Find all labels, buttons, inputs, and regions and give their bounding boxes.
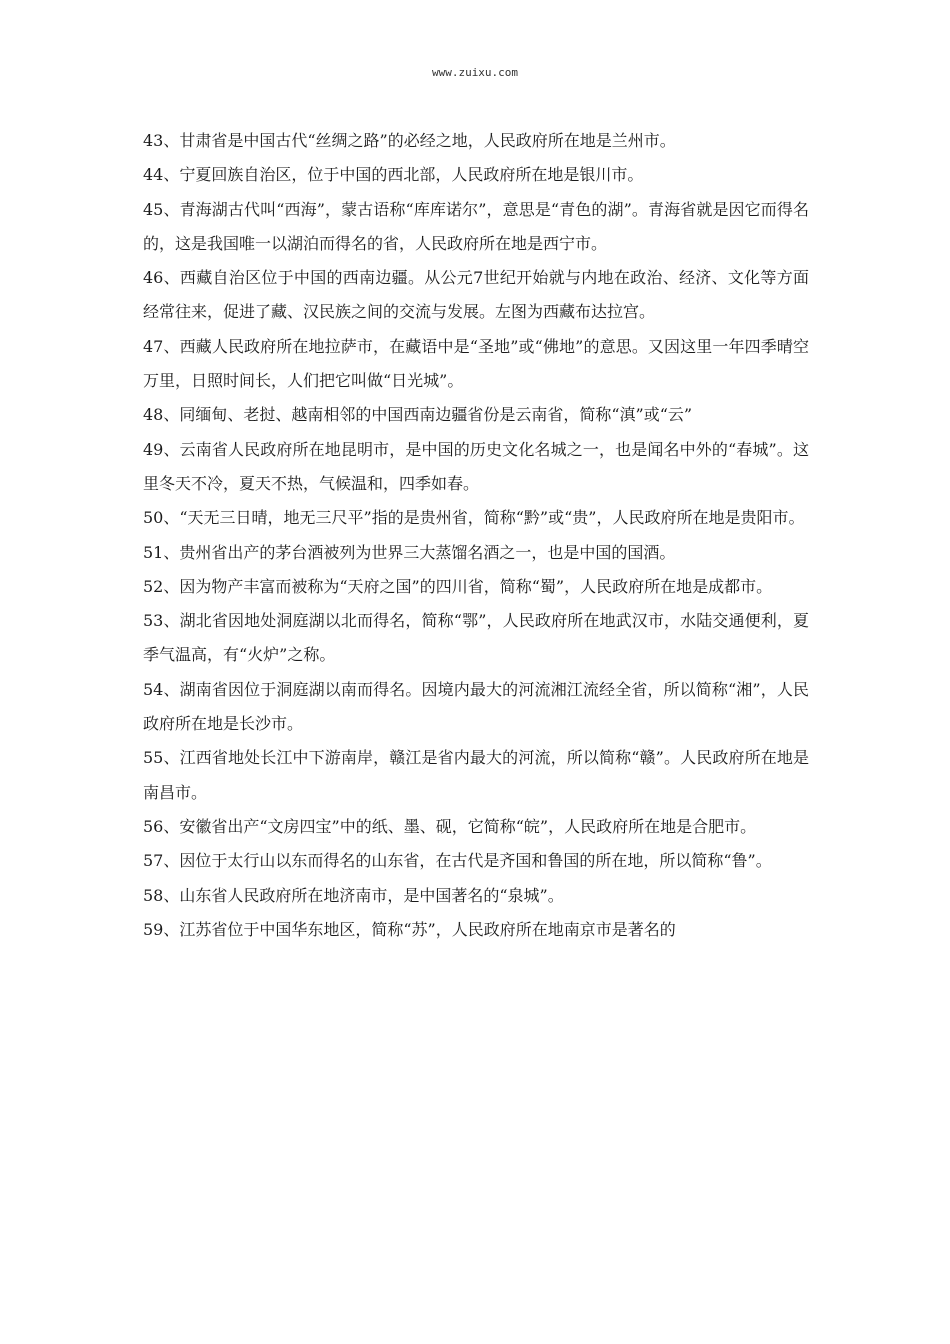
paragraph-48: 48、同缅甸、老挝、越南相邻的中国西南边疆省份是云南省，简称“滇”或“云” [143,405,693,425]
paragraph-52: 52、因为物产丰富而被称为“天府之国”的四川省，简称“蜀”，人民政府所在地是成都市。 [143,576,773,596]
page-header-url: www.zuixu.com [431,66,519,79]
paragraph-58: 58、山东省人民政府所在地济南市，是中国著名的“泉城”。 [143,885,564,905]
paragraph-55: 55、江西省地处长江中下游南岸，赣江是省内最大的河流，所以简称“赣”。人民政府所在地是南昌市。 [143,748,809,802]
paragraph-54: 54、湖南省因位于洞庭湖以南而得名。因境内最大的河流湘江流经全省，所以简称“湘”，人民政府所在地是长沙市。 [143,679,809,734]
paragraph-46: 46、西藏自治区位于中国的西南边疆。从公元7世纪开始就与内地在政治、经济、文化等方面经常往来，促进了藏、汉民族之间的交流与发展。左图为西藏布达拉宫。 [143,268,809,322]
paragraph-49: 49、云南省人民政府所在地昆明市，是中国的历史文化名城之一，也是闻名中外的“春城”。这里冬天不冷，夏天不热，气候温和，四季如春。 [143,439,809,493]
paragraph-44: 44、宁夏回族自治区，位于中国的西北部，人民政府所在地是银川市。 [143,165,644,185]
paragraph-53: 53、湖北省因地处洞庭湖以北而得名，简称“鄂”，人民政府所在地武汉市，水陆交通便利，夏季气温高，有“火炉”之称。 [143,611,809,665]
paragraph-50: 50、“天无三日晴，地无三尺平”指的是贵州省，简称“黔”或“贵”，人民政府所在地是贵阳市。 [143,508,805,528]
paragraph-56: 56、安徽省出产“文房四宝”中的纸、墨、砚，它简称“皖”，人民政府所在地是合肥市。 [143,816,757,836]
paragraph-47: 47、西藏人民政府所在地拉萨市，在藏语中是“圣地”或“佛地”的意思。又因这里一年四季晴空万里，日照时间长，人们把它叫做“日光城”。 [143,336,809,391]
paragraph-51: 51、贵州省出产的茅台酒被列为世界三大蒸馏名酒之一，也是中国的国酒。 [143,542,676,562]
paragraph-59: 59、江苏省位于中国华东地区，简称“苏”，人民政府所在地南京市是著名的 [143,919,676,939]
paragraph-45: 45、青海湖古代叫“西海”，蒙古语称“库库诺尔”，意思是“青色的湖”。青海省就是因它而得名的，这是我国唯一以湖泊而得名的省，人民政府所在地是西宁市。 [143,199,809,253]
paragraph-57: 57、因位于太行山以东而得名的山东省，在古代是齐国和鲁国的所在地，所以简称“鲁”。 [143,851,772,871]
document-body [143,124,809,947]
paragraph-43: 43、甘肃省是中国古代“丝绸之路”的必经之地，人民政府所在地是兰州市。 [143,131,676,150]
